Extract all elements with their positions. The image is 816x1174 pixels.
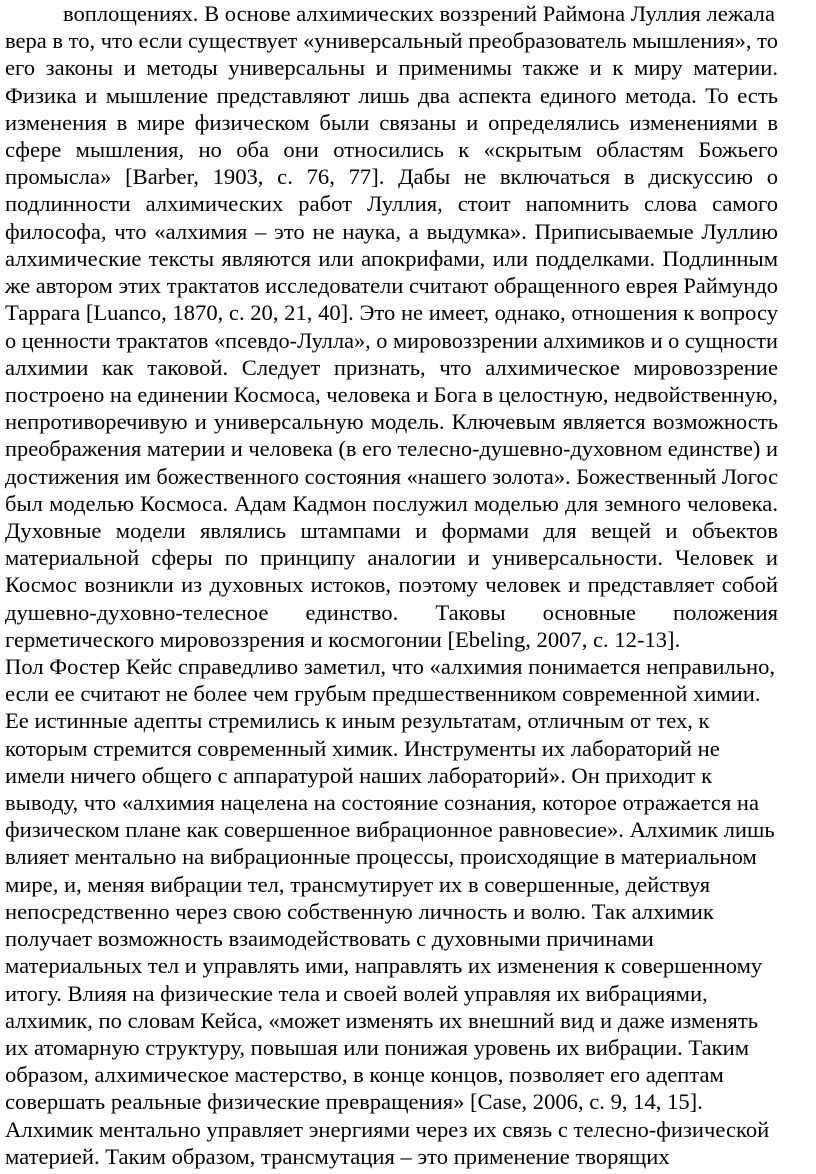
text-line: преображения материи и человека (в его телесно-душевно-духовном единстве) и — [5, 436, 778, 462]
text-line: физическом плане как совершенное вибрационное равновесие». Алхимик лишь — [5, 817, 775, 843]
text-line: о ценности трактатов «псевдо-Лулла», о мировоззрении алхимиков и о сущности — [5, 327, 778, 353]
text-line: Космос возникли из духовных истоков, поэтому человек и представляет собой — [5, 572, 778, 598]
text-line: сфере мышления, но оба они относились к «скрытым областям Божьего — [5, 137, 778, 163]
text-line: был моделью Космоса. Адам Кадмон послужил моделью для земного человека. — [5, 490, 778, 516]
text-line: алхимии как таковой. Следует признать, что алхимическое мировоззрение — [5, 354, 778, 380]
text-line: материей. Таким образом, трансмутация – это применение творящих — [5, 1143, 670, 1169]
text-line: построено на единении Космоса, человека и Бога в целостную, недвойственную, — [5, 381, 778, 407]
text-line: достижения им божественного состояния «нашего золота». Божественный Логос — [5, 463, 778, 489]
text-line: подлинности алхимических работ Луллия, стоит напомнить слова самого — [5, 191, 778, 217]
text-line: которым стремится современный химик. Инструменты их лабораторий не — [5, 735, 720, 761]
text-line: Физика и мышление представляют лишь два аспекта единого метода. То есть — [5, 82, 778, 108]
text-line: вера в то, что если существует «универсальный преобразователь мышления», то — [5, 28, 778, 54]
text-line: мире, и, меняя вибрации тел, трансмутирует их в совершенные, действуя — [5, 871, 711, 897]
text-line: влияет ментально на вибрационные процессы, происходящие в материальном — [5, 844, 757, 870]
text-line: итогу. Влияя на физические тела и своей волей управляя их вибрациями, — [5, 980, 708, 1006]
text-line: герметического мировоззрения и космогонии [Ebeling, 2007, с. 12-13]. — [5, 626, 681, 652]
text-line: философа, что «алхимия – это не наука, а выдумка». Приписываемые Луллию — [5, 218, 778, 244]
text-line: душевно-духовно-телесное единство. Таковы основные положения — [5, 599, 778, 625]
text-line: Алхимик ментально управляет энергиями через их связь с телесно-физической — [5, 1116, 770, 1142]
text-line: совершать реальные физические превращения» [Case, 2006, с. 9, 14, 15]. — [5, 1089, 703, 1115]
text-line: получает возможность взаимодействовать с духовными причинами — [5, 926, 654, 952]
text-line: его законы и методы универсальны и применимы также и к миру материи. — [5, 55, 778, 81]
text-line: образом, алхимическое мастерство, в конце концов, позволяет его адептам — [5, 1062, 724, 1088]
text-line: имели ничего общего с аппаратурой наших лабораторий». Он приходит к — [5, 762, 713, 788]
text-line: Духовные модели являлись штампами и формами для вещей и объектов — [5, 517, 778, 543]
text-line: материальной сферы по принципу аналогии и универсальности. Человек и — [5, 545, 778, 571]
text-line: же автором этих трактатов исследователи считают обращенного еврея Раймундо — [5, 273, 778, 299]
text-line: непосредственно через свою собственную личность и волю. Так алхимик — [5, 898, 714, 924]
text-line: воплощениях. В основе алхимических воззрений Раймона Луллия лежала — [63, 1, 775, 26]
text-line: непротиворечивую и универсальную модель. Ключевым является возможность — [5, 409, 778, 435]
text-line: Пол Фостер Кейс справедливо заметил, что «алхимия понимается неправильно, — [5, 654, 776, 680]
text-line: Ее истинные адепты стремились к иным результатам, отличным от тех, к — [5, 708, 710, 734]
text-line: материальных тел и управлять ими, направлять их изменения к совершенному — [5, 953, 763, 979]
text-line: изменения в мире физическом были связаны и определялись изменениями в — [5, 109, 778, 135]
text-line: промысла» [Barber, 1903, с. 76, 77]. Дабы не включаться в дискуссию о — [5, 164, 778, 190]
text-line: алхимические тексты являются или апокрифами, или подделками. Подлинным — [5, 245, 778, 271]
text-line: Таррага [Luanco, 1870, с. 20, 21, 40]. Это не имеет, однако, отношения к вопросу — [5, 300, 778, 326]
text-line: если ее считают не более чем грубым предшественником современной химии. — [5, 681, 761, 707]
text-line: выводу, что «алхимия нацелена на состояние сознания, которое отражается на — [5, 790, 759, 816]
text-line: алхимик, по словам Кейса, «может изменять их внешний вид и даже изменять — [5, 1007, 758, 1033]
text-line: их атомарную структуру, повышая или понижая уровень их вибрации. Таким — [5, 1034, 750, 1060]
